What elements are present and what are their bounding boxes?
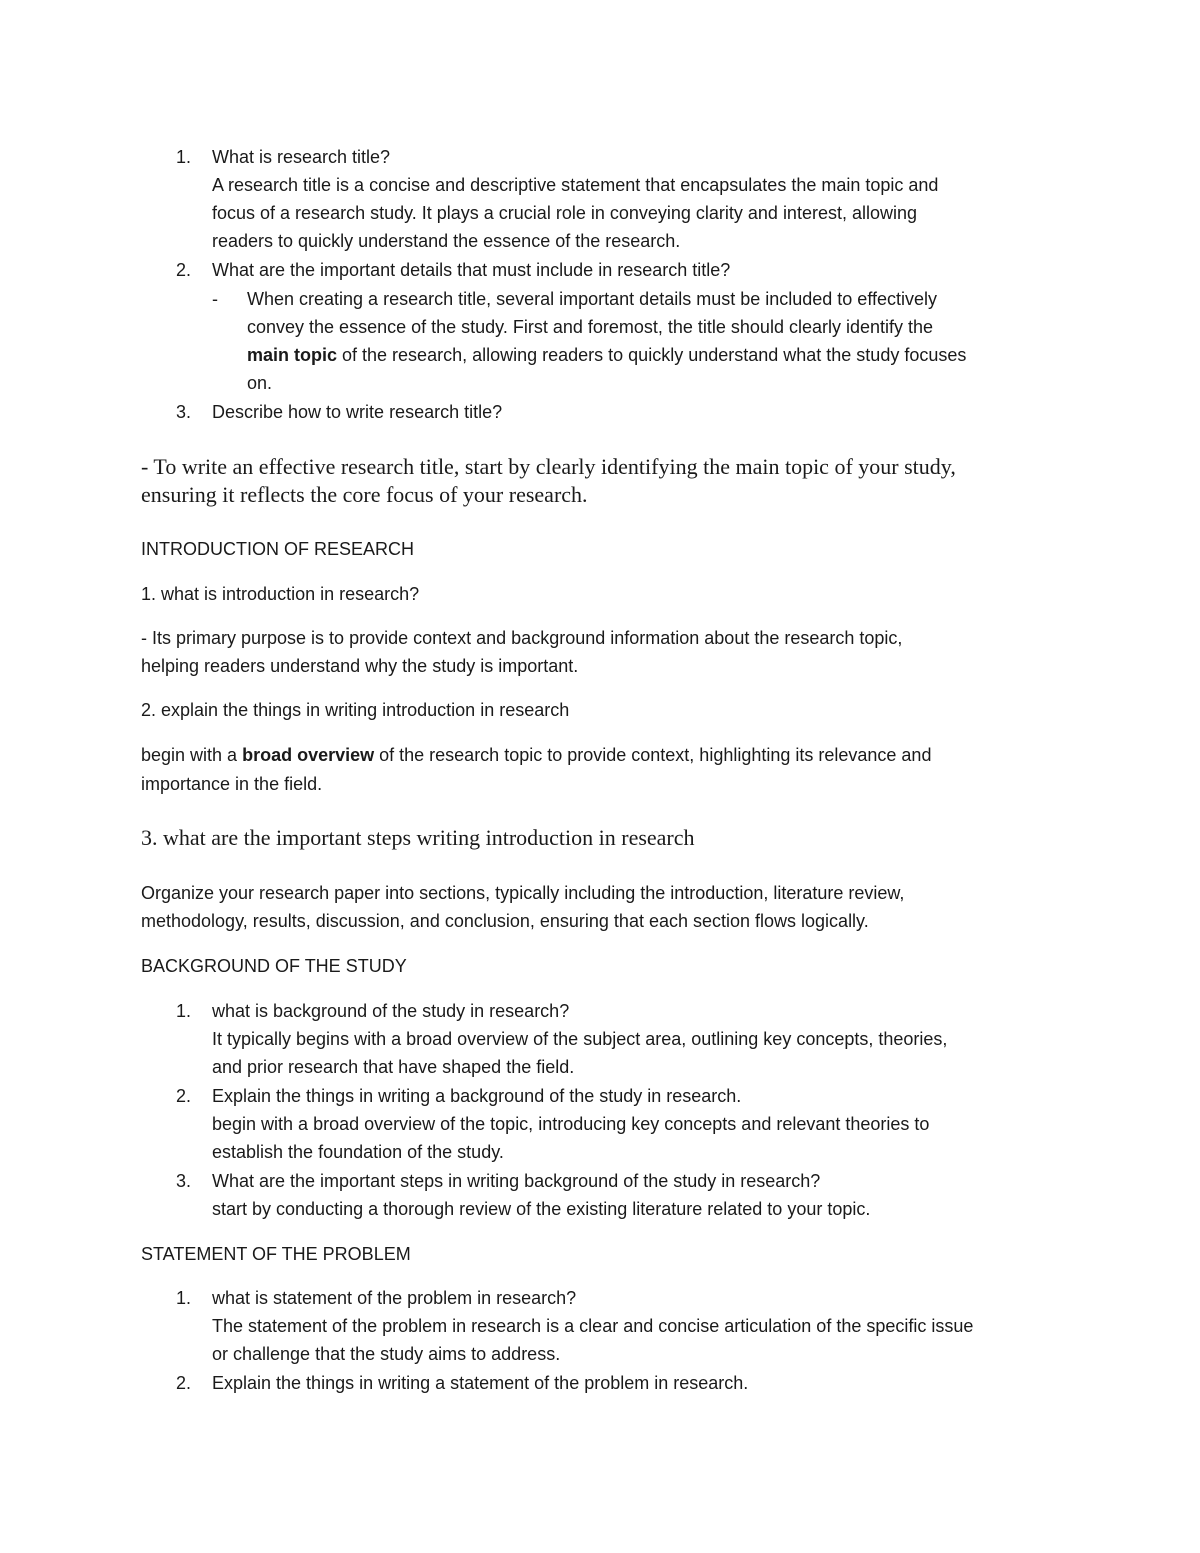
list-number: 1. (176, 147, 192, 167)
list-number: 1. (176, 1001, 192, 1021)
answer-text-start: begin with a (141, 745, 243, 765)
list-number: 3. (176, 402, 192, 422)
question-text: What are the important details that must include in research title? (212, 260, 731, 280)
answer-text: begin with a broad overview of the topic, introducing key concepts and relevant theories to (212, 1114, 930, 1134)
answer-text: - Its primary purpose is to provide context and background information about the research topic, (141, 628, 903, 648)
question-text: 1. what is introduction in research? (141, 584, 420, 604)
question-text: what is statement of the problem in research? (212, 1288, 577, 1308)
answer-text (247, 341, 966, 369)
answer-text (141, 741, 931, 769)
answer-text: focus of a research study. It plays a crucial role in conveying clarity and interest, allowing (212, 203, 918, 223)
answer-text: readers to quickly understand the essence of the research. (212, 231, 681, 251)
list-number: 2. (176, 1373, 192, 1393)
answer-text-serif: - To write an effective research title, start by clearly identifying the main topic of your study, (141, 454, 956, 479)
list-number: 2. (176, 260, 192, 280)
answer-text: helping readers understand why the study is important. (141, 656, 579, 676)
answer-text: on. (247, 373, 273, 393)
section-heading: INTRODUCTION OF RESEARCH (141, 539, 415, 559)
bold-phrase: main topic (247, 345, 338, 365)
question-text: Describe how to write research title? (212, 402, 503, 422)
question-text: 2. explain the things in writing introduction in research (141, 700, 570, 720)
answer-text: or challenge that the study aims to address. (212, 1344, 561, 1364)
answer-text-serif: ensuring it reflects the core focus of your research. (141, 482, 588, 507)
answer-text: start by conducting a thorough review of the existing literature related to your topic. (212, 1199, 871, 1219)
answer-text: methodology, results, discussion, and conclusion, ensuring that each section flows logically. (141, 911, 869, 931)
list-number: 3. (176, 1171, 192, 1191)
list-number: 1. (176, 1288, 192, 1308)
answer-text: When creating a research title, several important details must be included to effectively (247, 289, 938, 309)
answer-text: convey the essence of the study. First and foremost, the title should clearly identify the (247, 317, 934, 337)
question-text-serif: 3. what are the important steps writing introduction in research (141, 825, 695, 850)
question-text: Explain the things in writing a background of the study in research. (212, 1086, 742, 1106)
answer-text: establish the foundation of the study. (212, 1142, 504, 1162)
answer-text-continued: of the research topic to provide context, highlighting its relevance and (374, 745, 932, 765)
answer-text: importance in the field. (141, 774, 323, 794)
answer-text: A research title is a concise and descriptive statement that encapsulates the main topic and (212, 175, 939, 195)
answer-text: The statement of the problem in research is a clear and concise articulation of the specific issue (212, 1316, 974, 1336)
question-text: what is background of the study in research? (212, 1001, 570, 1021)
question-text: What is research title? (212, 147, 391, 167)
section-heading: BACKGROUND OF THE STUDY (141, 956, 407, 976)
section-heading: STATEMENT OF THE PROBLEM (141, 1244, 411, 1264)
answer-text: It typically begins with a broad overview of the subject area, outlining key concepts, theories, (212, 1029, 948, 1049)
bold-phrase: broad overview (242, 745, 375, 765)
question-text: Explain the things in writing a statement of the problem in research. (212, 1373, 749, 1393)
answer-text-continued: of the research, allowing readers to quickly understand what the study focuses (337, 345, 967, 365)
answer-text: and prior research that have shaped the field. (212, 1057, 575, 1077)
list-number: 2. (176, 1086, 192, 1106)
question-text: What are the important steps in writing background of the study in research? (212, 1171, 821, 1191)
bullet-dash: - (212, 289, 218, 309)
answer-text: Organize your research paper into sections, typically including the introduction, literature review, (141, 883, 905, 903)
